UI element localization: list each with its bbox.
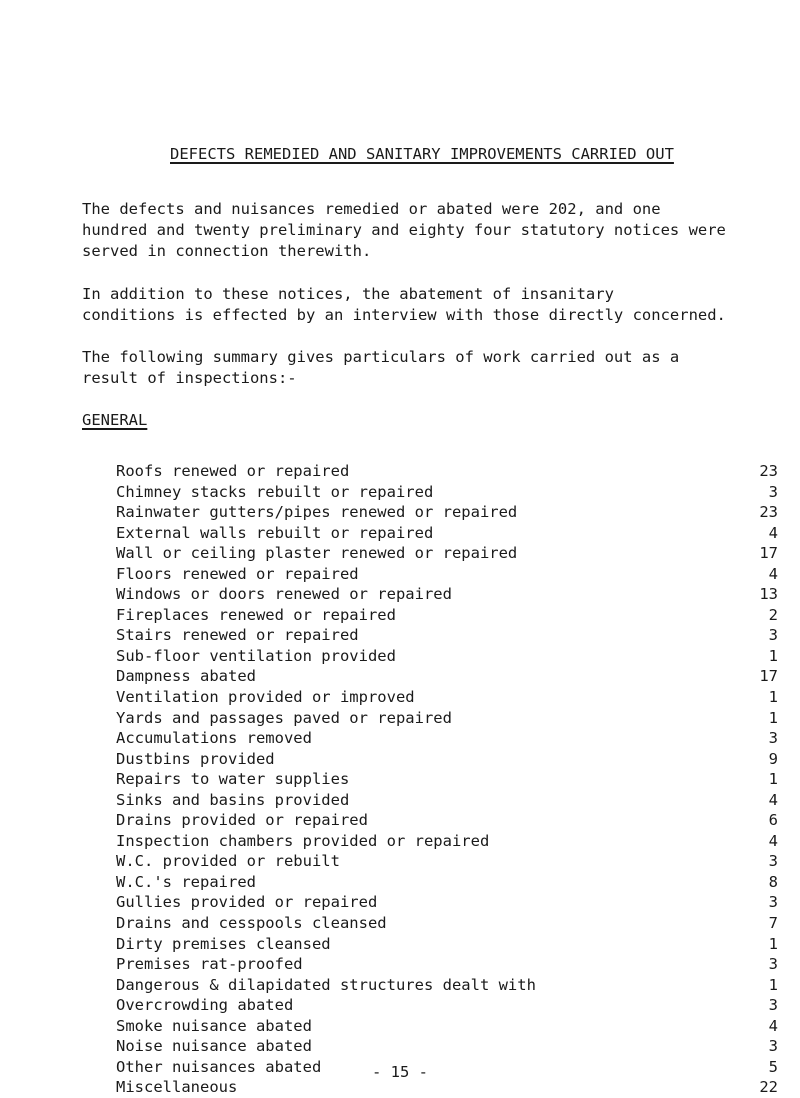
list-item xyxy=(116,687,778,708)
item-label: Drains and cesspools cleansed xyxy=(116,914,387,933)
item-label: Gullies provided or repaired xyxy=(116,893,378,912)
item-count: 4 xyxy=(768,564,778,583)
item-count: 3 xyxy=(768,482,778,501)
item-count: 1 xyxy=(768,934,778,953)
item-count: 7 xyxy=(768,914,778,933)
item-count: 17 xyxy=(759,544,778,563)
item-count: 13 xyxy=(759,585,778,604)
item-count: 1 xyxy=(768,646,778,665)
item-count: 3 xyxy=(768,955,778,974)
list-item xyxy=(116,708,778,729)
item-label: Ventilation provided or improved xyxy=(116,688,415,707)
item-label: Dangerous & dilapidated structures dealt with xyxy=(116,975,536,994)
item-count: 1 xyxy=(768,770,778,789)
item-label: Premises rat-proofed xyxy=(116,955,303,974)
item-count: 1 xyxy=(768,688,778,707)
paragraph-line: In addition to these notices, the abatement of insanitary xyxy=(82,285,614,303)
item-label: Chimney stacks rebuilt or repaired xyxy=(116,482,434,501)
item-label: Sub-floor ventilation provided xyxy=(116,646,396,665)
work-summary-list xyxy=(116,461,778,1098)
item-count: 4 xyxy=(768,1016,778,1035)
item-label: Drains provided or repaired xyxy=(116,811,368,830)
list-item xyxy=(116,625,778,646)
paragraph-summary-intro xyxy=(82,347,772,389)
item-label: Inspection chambers provided or repaired xyxy=(116,831,490,850)
page-number: - 15 - xyxy=(372,1063,428,1081)
page-title: DEFECTS REMEDIED AND SANITARY IMPROVEMENTS CARRIED OUT xyxy=(170,145,674,163)
paragraph-line: result of inspections:- xyxy=(82,369,297,387)
item-label: Windows or doors renewed or repaired xyxy=(116,585,452,604)
item-count: 3 xyxy=(768,626,778,645)
list-item xyxy=(116,749,778,770)
list-item xyxy=(116,954,778,975)
item-label: Miscellaneous xyxy=(116,1078,238,1097)
item-count: 1 xyxy=(768,708,778,727)
list-item xyxy=(116,913,778,934)
item-label: Fireplaces renewed or repaired xyxy=(116,605,396,624)
list-item xyxy=(116,584,778,605)
item-label: Stairs renewed or repaired xyxy=(116,626,359,645)
item-label: Other nuisances abated xyxy=(116,1057,322,1076)
item-label: Dirty premises cleansed xyxy=(116,934,331,953)
list-item xyxy=(116,1016,778,1037)
list-item xyxy=(116,769,778,790)
item-label: Dustbins provided xyxy=(116,749,275,768)
item-count: 4 xyxy=(768,790,778,809)
item-count: 22 xyxy=(759,1078,778,1097)
item-count: 1 xyxy=(768,975,778,994)
item-label: Floors renewed or repaired xyxy=(116,564,359,583)
item-count: 17 xyxy=(759,667,778,686)
list-item xyxy=(116,851,778,872)
item-label: External walls rebuilt or repaired xyxy=(116,523,434,542)
paragraph-defects-summary xyxy=(82,199,772,262)
list-item xyxy=(116,543,778,564)
list-item xyxy=(116,872,778,893)
item-label: Noise nuisance abated xyxy=(116,1037,312,1056)
item-label: Roofs renewed or repaired xyxy=(116,462,350,480)
list-item xyxy=(116,1036,778,1057)
paragraph-line: conditions is effected by an interview with those directly concerned. xyxy=(82,306,726,324)
paragraph-line: hundred and twenty preliminary and eighty four statutory notices were xyxy=(82,221,726,239)
item-label: W.C.'s repaired xyxy=(116,872,256,891)
paragraph-notices xyxy=(82,284,772,326)
item-count: 8 xyxy=(768,872,778,891)
item-label: Smoke nuisance abated xyxy=(116,1016,312,1035)
item-count: 5 xyxy=(768,1057,778,1076)
list-item xyxy=(116,605,778,626)
list-item xyxy=(116,564,778,585)
item-label: Dampness abated xyxy=(116,667,256,686)
item-count: 3 xyxy=(768,729,778,748)
list-item xyxy=(116,461,778,482)
item-label: Sinks and basins provided xyxy=(116,790,350,809)
list-item xyxy=(116,666,778,687)
list-item xyxy=(116,646,778,667)
item-count: 6 xyxy=(768,811,778,830)
item-label: Accumulations removed xyxy=(116,729,312,748)
paragraph-line: served in connection therewith. xyxy=(82,242,372,260)
paragraph-line: The following summary gives particulars of work carried out as a xyxy=(82,348,680,366)
item-count: 4 xyxy=(768,831,778,850)
item-count: 3 xyxy=(768,1037,778,1056)
item-label: Repairs to water supplies xyxy=(116,770,350,789)
item-label: W.C. provided or rebuilt xyxy=(116,852,340,871)
list-item xyxy=(116,995,778,1016)
item-count: 23 xyxy=(759,462,778,480)
item-count: 9 xyxy=(768,749,778,768)
item-count: 3 xyxy=(768,893,778,912)
item-count: 3 xyxy=(768,852,778,871)
item-label: Rainwater gutters/pipes renewed or repaired xyxy=(116,503,518,522)
list-item xyxy=(116,810,778,831)
item-count: 4 xyxy=(768,523,778,542)
list-item xyxy=(116,482,778,503)
list-item xyxy=(116,831,778,852)
section-heading-general: GENERAL xyxy=(82,411,148,429)
list-item xyxy=(116,502,778,523)
paragraph-line: The defects and nuisances remedied or abated were 202, and one xyxy=(82,200,661,218)
item-count: 23 xyxy=(759,503,778,522)
item-count: 2 xyxy=(768,605,778,624)
item-label: Wall or ceiling plaster renewed or repaired xyxy=(116,544,518,563)
list-item xyxy=(116,790,778,811)
list-item xyxy=(116,728,778,749)
item-count: 3 xyxy=(768,996,778,1015)
item-label: Yards and passages paved or repaired xyxy=(116,708,452,727)
list-item xyxy=(116,523,778,544)
list-item xyxy=(116,892,778,913)
list-item xyxy=(116,934,778,955)
item-label: Overcrowding abated xyxy=(116,996,294,1015)
list-item xyxy=(116,975,778,996)
